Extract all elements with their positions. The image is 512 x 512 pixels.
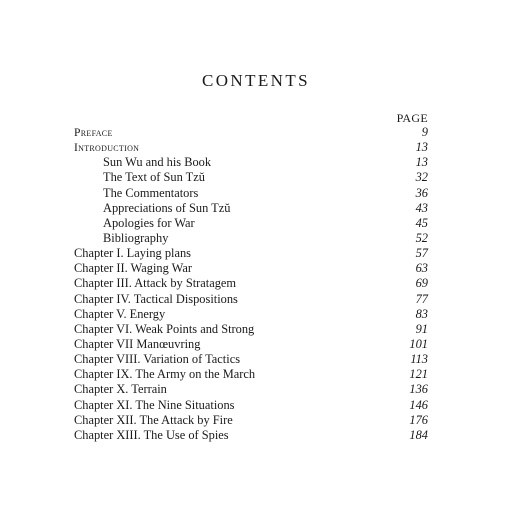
toc-entry-label: Chapter II. Waging War — [74, 261, 192, 276]
toc-entry-label: Bibliography — [103, 230, 169, 245]
toc-entry-label: Chapter XII. The Attack by Fire — [74, 412, 233, 427]
toc-entry-chapter-10[interactable] — [74, 382, 430, 397]
toc-entry-chapter-12[interactable] — [74, 413, 430, 428]
toc-entry-label: Chapter VII Manœuvring — [74, 336, 201, 351]
toc-entry-text-of-sun-tzu[interactable] — [74, 170, 430, 185]
toc-entry-page: 101 — [409, 336, 428, 351]
toc-entry-appreciations[interactable] — [74, 201, 430, 216]
toc-entry-page: 83 — [415, 306, 428, 321]
toc-entry-label: Chapter X. Terrain — [74, 382, 167, 397]
toc-entry-label: Chapter V. Energy — [74, 306, 166, 321]
page-column-label: PAGE — [396, 111, 428, 125]
toc-entry-chapter-5[interactable] — [74, 307, 430, 322]
toc-entry-introduction[interactable] — [74, 140, 430, 155]
toc-entry-chapter-1[interactable] — [74, 246, 430, 261]
toc-entry-chapter-6[interactable] — [74, 322, 430, 337]
table-of-contents — [74, 125, 430, 443]
toc-entry-label: Appreciations of Sun Tzŭ — [103, 200, 231, 215]
toc-entry-sun-wu-and-his-book[interactable] — [74, 155, 430, 170]
toc-entry-page: 77 — [415, 291, 428, 306]
toc-entry-commentators[interactable] — [74, 186, 430, 201]
toc-entry-label: Chapter III. Attack by Stratagem — [74, 276, 237, 291]
toc-entry-chapter-3[interactable] — [74, 276, 430, 291]
toc-entry-chapter-8[interactable] — [74, 352, 430, 367]
toc-entry-label: Chapter I. Laying plans — [74, 246, 191, 261]
toc-entry-label: Chapter VI. Weak Points and Strong — [74, 321, 255, 336]
toc-entry-page: 176 — [409, 412, 428, 427]
toc-entry-chapter-4[interactable] — [74, 292, 430, 307]
toc-entry-page: 57 — [415, 246, 428, 261]
toc-entry-apologies-for-war[interactable] — [74, 216, 430, 231]
toc-entry-page: 63 — [415, 261, 428, 276]
toc-entry-page: 121 — [409, 367, 428, 382]
toc-entry-label: Preface — [74, 126, 113, 139]
toc-entry-preface[interactable] — [74, 125, 430, 140]
toc-entry-page: 184 — [409, 427, 428, 442]
toc-entry-chapter-9[interactable] — [74, 367, 430, 382]
toc-entry-page: 43 — [415, 200, 428, 215]
toc-entry-label: Introduction — [74, 141, 140, 155]
toc-entry-page: 113 — [410, 352, 428, 367]
toc-entry-page: 36 — [415, 185, 428, 200]
toc-entry-chapter-2[interactable] — [74, 261, 430, 276]
toc-entry-page: 146 — [409, 397, 428, 412]
toc-entry-page: 32 — [415, 170, 428, 185]
toc-entry-page: 91 — [415, 321, 428, 336]
toc-entry-label: Chapter XI. The Nine Situations — [74, 397, 235, 412]
toc-entry-label: The Text of Sun Tzŭ — [103, 170, 205, 185]
toc-entry-label: Chapter XIII. The Use of Spies — [74, 427, 229, 442]
toc-entry-page: 9 — [421, 125, 428, 139]
toc-entry-label: Sun Wu and his Book — [103, 155, 212, 170]
toc-entry-page: 69 — [415, 276, 428, 291]
contents-heading: CONTENTS — [202, 71, 310, 90]
toc-entry-label: Apologies for War — [103, 215, 195, 230]
toc-entry-chapter-7[interactable] — [74, 337, 430, 352]
toc-entry-page: 13 — [415, 155, 428, 170]
toc-entry-label: Chapter IX. The Army on the March — [74, 367, 256, 382]
toc-entry-label: Chapter IV. Tactical Dispositions — [74, 291, 238, 306]
toc-entry-label: The Commentators — [103, 185, 199, 200]
toc-entry-chapter-13[interactable] — [74, 428, 430, 443]
toc-entry-chapter-11[interactable] — [74, 398, 430, 413]
toc-entry-label: Chapter VIII. Variation of Tactics — [74, 352, 241, 367]
toc-entry-page: 13 — [415, 140, 428, 155]
toc-entry-page: 136 — [409, 382, 428, 397]
toc-entry-bibliography[interactable] — [74, 231, 430, 246]
toc-entry-page: 45 — [415, 215, 428, 230]
toc-entry-page: 52 — [415, 230, 428, 245]
